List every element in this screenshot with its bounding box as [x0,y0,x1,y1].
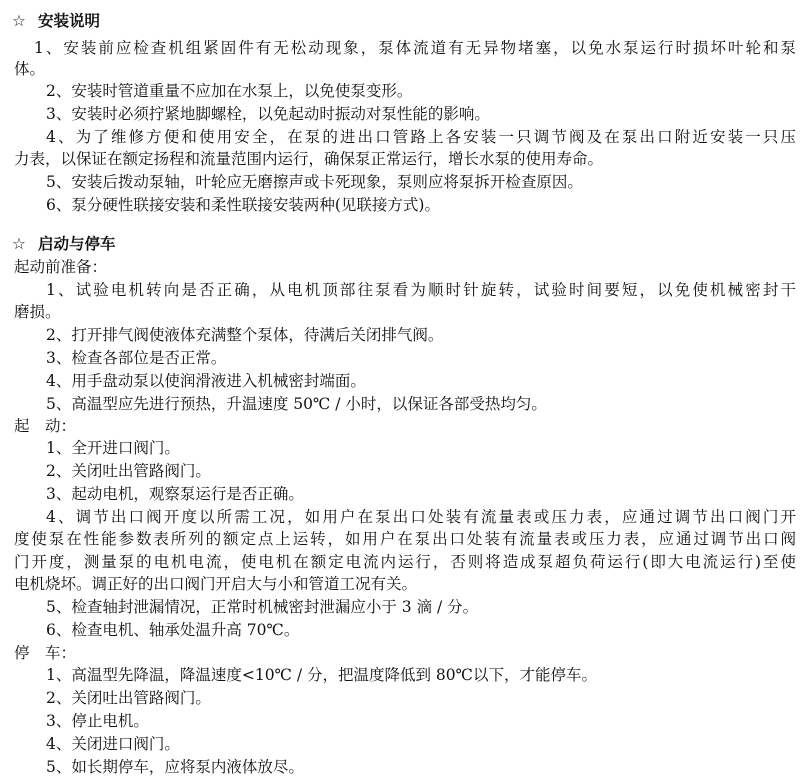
start-label: 起 动： [14,417,77,435]
start-line-6: 6、检查电机、轴承处温升高 70℃。 [46,621,300,639]
stop-line-5: 5、如长期停车，应将泵内液体放尽。 [46,758,304,776]
prep-line-2: 2、打开排气阀使液体充满整个泵体，待满后关闭排气阀。 [46,326,444,344]
start-line-4: 4、调节出口阀开度以所需工况，如用户在泵出口处装有流量表或压力表，应通过调节出口阀门开 [46,508,796,526]
install-line-4: 4、为了维修方便和使用安全，在泵的进出口管路上各安装一只调节阀及在泵出口附近安装一只压 [46,128,796,146]
section-title-startstop: 启动与停车 [38,235,116,253]
prep-line-4: 4、用手盘动泵以使润滑液进入机械密封端面。 [46,372,366,390]
start-line-4-cont-1: 度使泵在性能参数表所列的额定点上运转，如用户在泵出口处装有流量表或压力表，应通过调节出口阀 [14,530,796,548]
prep-label: 起动前准备： [14,258,108,276]
start-line-5: 5、检查轴封泄漏情况，正常时机械密封泄漏应小于 3 滴 / 分。 [46,598,479,616]
install-line-5: 5、安装后拨动泵轴，叶轮应无磨擦声或卡死现象，泵则应将泵拆开检查原因。 [46,173,583,191]
prep-line-5: 5、高温型应先进行预热，升温速度 50℃ / 小时，以保证各部受热均匀。 [46,395,547,413]
stop-label: 停 车： [14,644,77,662]
start-line-1: 1、全开进口阀门。 [46,439,180,457]
start-line-3: 3、起动电机，观察泵运行是否正确。 [46,485,304,503]
install-line-6: 6、泵分硬性联接安装和柔性联接安装两种(见联接方式)。 [46,196,440,214]
install-line-3: 3、安装时必须拧紧地脚螺栓，以免起动时振动对泵性能的影响。 [46,105,490,123]
start-line-4-cont-2: 门开度，测量泵的电机电流，使电机在额定电流内运行，否则将造成泵超负荷运行(即大电流运行)至使 [14,553,796,571]
section-heading-install [0,10,800,32]
prep-line-3: 3、检查各部位是否正常。 [46,349,227,367]
start-line-2: 2、关闭吐出管路阀门。 [46,462,211,480]
install-line-1: 1、安装前应检查机组紧固件有无松动现象，泵体流道有无异物堵塞，以免水泵运行时损坏叶轮和泵 [34,39,796,57]
prep-line-1: 1、试验电机转向是否正确，从电机顶部往泵看为顺时针旋转，试验时间要短，以免使机械密封干 [46,281,796,299]
install-line-4-cont: 力表，以保证在额定扬程和流量范围内运行，确保泵正常运行，增长水泵的使用寿命。 [14,150,604,168]
prep-line-1-cont: 磨损。 [14,303,61,321]
stop-line-2: 2、关闭吐出管路阀门。 [46,689,211,707]
install-line-1-cont: 体。 [14,60,46,78]
star-icon: ☆ [12,12,26,30]
stop-line-3: 3、停止电机。 [46,712,149,730]
install-line-2: 2、安装时管道重量不应加在水泵上，以免使泵变形。 [46,82,413,100]
section-title-install: 安装说明 [38,12,101,30]
stop-line-4: 4、关闭进口阀门。 [46,735,180,753]
star-icon: ☆ [12,235,26,253]
section-heading-startstop [0,233,800,255]
start-line-4-cont-3: 电机烧坏。调正好的出口阀门开启大与小和管道工况有关。 [14,575,418,593]
stop-line-1: 1、高温型先降温，降温速度<10℃ / 分，把温度降低到 80℃以下，才能停车。 [46,666,597,684]
